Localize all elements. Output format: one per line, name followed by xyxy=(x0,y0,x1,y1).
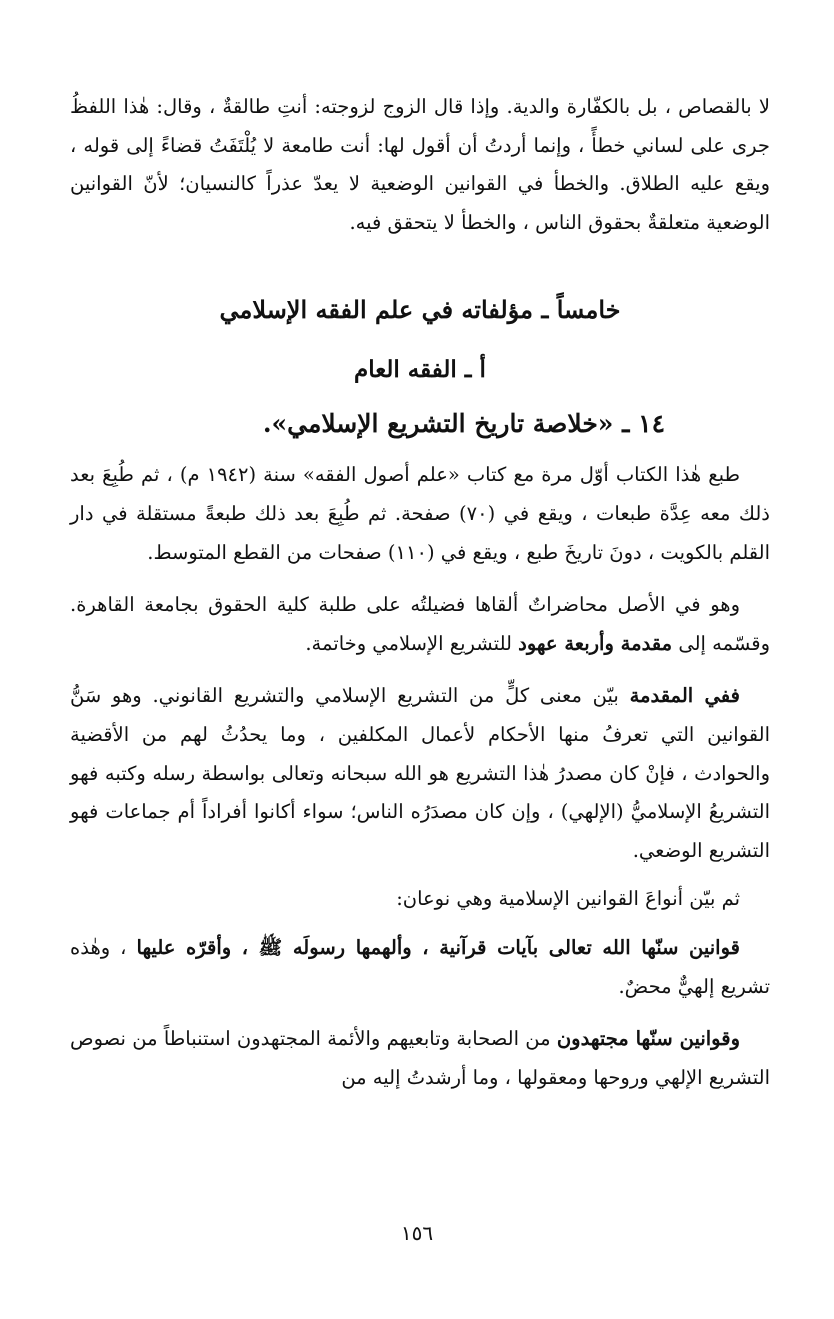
paragraph-introduction-bold: ففي المقدمة xyxy=(629,684,740,708)
paragraph-introduction xyxy=(70,677,770,870)
paragraph-divine-laws-bold: قوانين سنّها الله تعالى بآيات قرآنية ، وألهمها رسولَه ﷺ ، وأقرّه عليها xyxy=(136,935,740,959)
paragraph-origin xyxy=(70,586,770,663)
spacer xyxy=(70,446,770,456)
spacer xyxy=(70,572,770,586)
paragraph-origin-text-2: للتشريع الإسلامي وخاتمة. xyxy=(305,631,519,655)
item-heading: ١٤ ـ «خلاصة تاريخ التشريع الإسلامي». xyxy=(262,409,665,439)
spacer xyxy=(70,663,770,677)
paragraph-mujtahid-laws-text: من الصحابة وتابعيهم والأئمة المجتهدون استنباطاً من نصوص التشريع الإلهي وروحها ومعقولها ، وما أرشدتُ إليه من xyxy=(70,1027,770,1089)
paragraph-divine-laws xyxy=(70,929,770,1006)
paragraph-divine-laws-text: ، وهٰذه تشريع إلهيٌّ محضٌ. xyxy=(70,935,770,998)
spacer xyxy=(70,919,770,929)
page-number: ١٥٦ xyxy=(400,1221,434,1245)
subsection-heading: أ ـ الفقه العام xyxy=(354,356,486,384)
spacer xyxy=(70,870,770,880)
section-heading: خامساً ـ مؤلفاته في علم الفقه الإسلامي xyxy=(219,295,621,325)
paragraph-origin-bold: مقدمة وأربعة عهود xyxy=(518,631,673,655)
spacer xyxy=(70,1006,770,1020)
paragraph-mujtahid-laws xyxy=(70,1020,770,1097)
paragraph-types: ثم بيّن أنواعَ القوانين الإسلامية وهي نوعان: xyxy=(396,887,740,911)
opening-paragraph: لا بالقصاص ، بل بالكفّارة والدية. وإذا قال الزوج لزوجته: أنتِ طالقةٌ ، وقال: هٰذا اللفظُ جرى على لساني خطأً ، وإنما أردتُ أن أقول لها: أنت طامعة لا يُلْتَفَتُ قضاءً إلى قوله ، ويقع عليه الطلاق. والخطأ في القوانين الوضعية لا يعدّ عذراً كالنسيان؛ لأنّ القوانين الوضعية متعلقةٌ بحقوق الناس ، والخطأ لا يتحقق فيه. xyxy=(70,95,770,234)
paragraph-publication: طبع هٰذا الكتاب أوّل مرة مع كتاب «علم أصول الفقه» سنة (١٩٤٢ م) ، ثم طُبِعَ بعد ذلك معه عِدَّة طبعات ، ويقع في (٧٠) صفحة. ثم طُبِعَ بعد ذلك طبعةً مستقلة في دار القلم بالكويت ، دونَ تاريخَ طبع ، ويقع في (١١٠) صفحات من القطع المتوسط. xyxy=(70,463,770,564)
paragraph-origin-text-1: وهو في الأصل محاضراتٌ ألقاها فضيلتُه على طلبة كلية الحقوق بجامعة القاهرة. وقسّمه إلى xyxy=(70,593,770,655)
book-page xyxy=(70,88,770,1319)
paragraph-mujtahid-laws-bold: وقوانين سنّها مجتهدون xyxy=(556,1027,740,1051)
paragraph-introduction-text: بيّن معنى كلٍّ من التشريع الإسلامي والتشريع القانوني. وهو سَنُّ القوانين التي تعرفُ منها الأحكام لأعمال المكلفين ، وما يحدُثُ لهم من الأقضية والحوادث ، فإنْ كان مصدرُ هٰذا التشريع هو الله سبحانه وتعالى بواسطة رسله وكتبه فهو التشريعُ الإسلاميُّ (الإلهي) ، وإن كان مصدَرُه الناس؛ سواء أكانوا أفراداً أم جماعات فهو التشريع الوضعي. xyxy=(70,684,770,862)
